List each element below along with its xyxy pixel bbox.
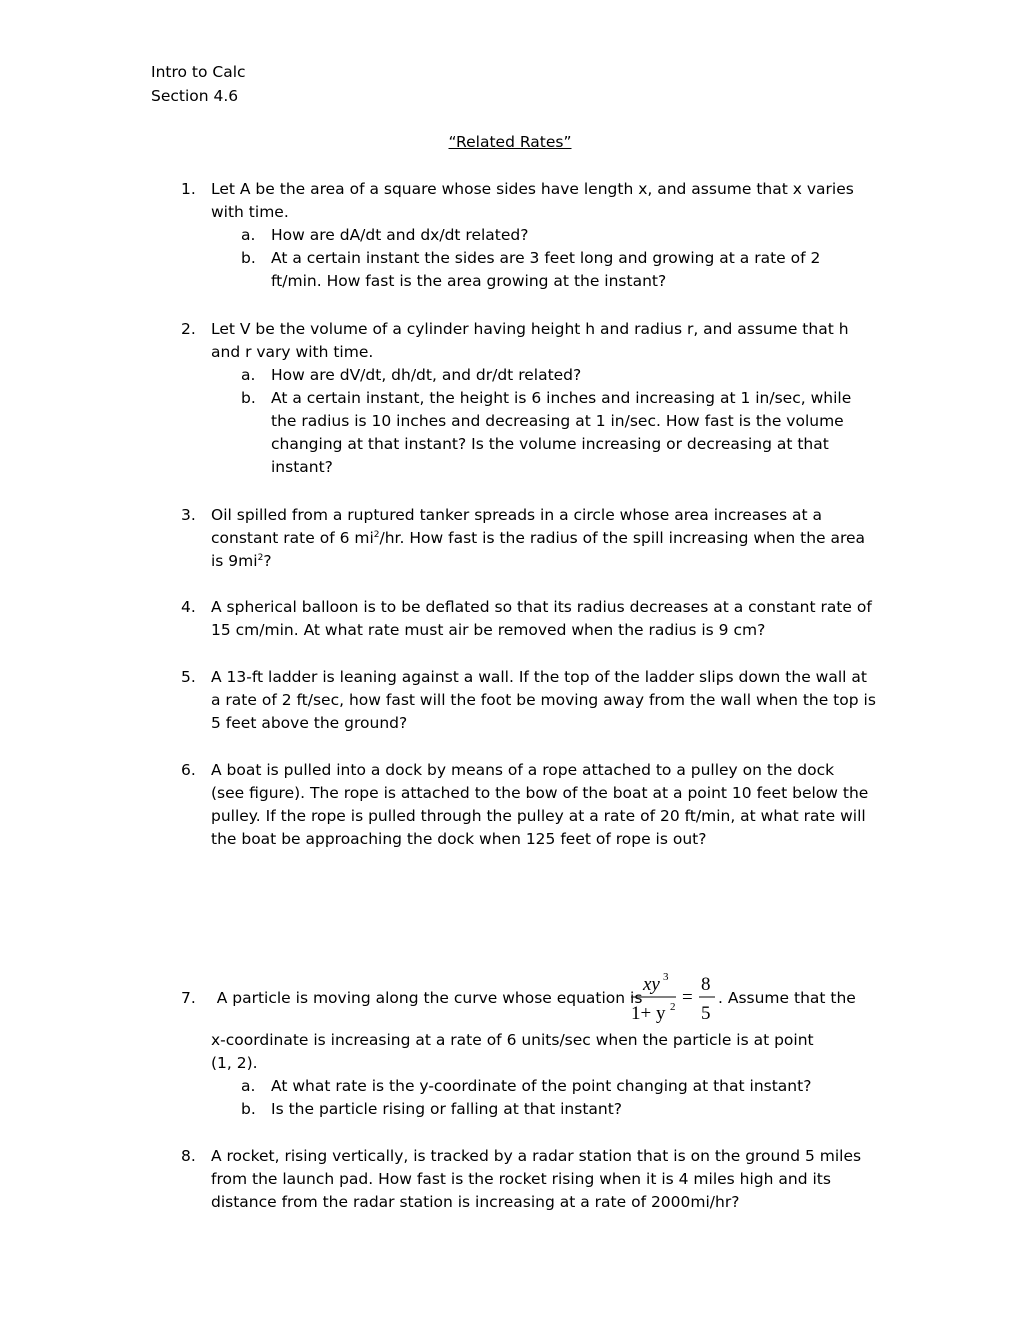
subquestion-label: b.	[241, 389, 256, 407]
course-name: Intro to Calc	[151, 63, 246, 81]
subquestion-b	[241, 247, 841, 293]
subquestion-text: Is the particle rising or falling at that instant?	[271, 1100, 623, 1118]
curve-equation	[629, 970, 719, 1030]
title-text: “Related Rates”	[448, 133, 572, 151]
subquestion-label: b.	[241, 249, 256, 267]
question-2	[181, 318, 881, 479]
subquestion-label: b.	[241, 1100, 256, 1118]
question-number: 2.	[181, 320, 196, 338]
question-5	[181, 666, 881, 735]
subquestion-text: How are dA/dt and dx/dt related?	[271, 226, 529, 244]
eq-rhs-denominator: 5	[701, 1003, 711, 1024]
section-number: Section 4.6	[151, 86, 239, 105]
question-lead-text: A particle is moving along the curve whose equation is	[216, 989, 643, 1007]
eq-numerator-exponent: 3	[663, 971, 669, 983]
question-7-lead	[181, 987, 642, 1010]
question-text: A boat is pulled into a dock by means of a rope attached to a pulley on the dock (see figure). The rope is attached to the bow of the boat at a point 10 feet below the pulley. If the rope is pulled through the pulley at a rate of 20 ft/min, at what rate will the boat be approaching the dock when 125 feet of rope is out?	[211, 761, 869, 848]
question-text: A spherical balloon is to be deflated so that its radius decreases at a constant rate of 15 cm/min. At what rate must air be removed when the radius is 9 cm?	[211, 598, 872, 639]
subquestion-text: How are dV/dt, dh/dt, and dr/dt related?	[271, 366, 582, 384]
subquestion-label: a.	[241, 226, 256, 244]
question-8	[181, 1145, 881, 1214]
question-number: 3.	[181, 506, 196, 524]
equation-graphic	[629, 970, 719, 1030]
question-7-after-equation: . Assume that the	[718, 989, 856, 1007]
question-number: 8.	[181, 1147, 196, 1165]
subquestion-label: a.	[241, 366, 256, 384]
question-3	[181, 504, 881, 573]
subquestion-a	[241, 364, 881, 387]
page-title	[0, 131, 1020, 154]
question-text: A 13-ft ladder is leaning against a wall. If the top of the ladder slips down the wall at a rate of 2 ft/sec, how fast will the foot be moving away from the wall when the top is 5 feet above the ground?	[211, 668, 876, 732]
subquestion-b	[241, 1098, 861, 1121]
question-text: A rocket, rising vertically, is tracked by a radar station that is on the ground 5 miles from the launch pad. How fast is the rocket rising when it is 4 miles high and its distance from the radar station is increasing at a rate of 2000mi/hr?	[211, 1147, 862, 1211]
eq-rhs-numerator: 8	[701, 974, 711, 995]
question-text: Let V be the volume of a cylinder having height h and radius r, and assume that h and r vary with time.	[211, 320, 849, 361]
subquestion-text: At a certain instant the sides are 3 feet long and growing at a rate of 2 ft/min. How fast is the area growing at the instant?	[271, 249, 821, 290]
subquestion-label: a.	[241, 1077, 256, 1095]
question-number: 4.	[181, 598, 196, 616]
subquestion-text: At a certain instant, the height is 6 inches and increasing at 1 in/sec, while the radius is 10 inches and decreasing at 1 in/sec. How fast is the volume changing at that instant? Is the volume increasing or decreasing at that instant?	[271, 389, 852, 476]
question-6	[181, 759, 871, 851]
subquestion-a	[241, 224, 881, 247]
eq-numerator: xy	[643, 974, 660, 995]
question-number: 7.	[181, 989, 196, 1007]
question-7	[181, 1029, 861, 1121]
subquestion-text: At what rate is the y-coordinate of the point changing at that instant?	[271, 1077, 812, 1095]
question-number: 6.	[181, 761, 196, 779]
question-1	[181, 178, 881, 293]
question-number: 1.	[181, 180, 196, 198]
subquestion-b	[241, 387, 861, 479]
eq-denominator: 1+ y	[631, 1003, 666, 1024]
header	[151, 61, 246, 108]
question-text: x-coordinate is increasing at a rate of 6 units/sec when the particle is at point (1, 2).	[211, 1031, 814, 1072]
question-4	[181, 596, 881, 642]
eq-denominator-exponent: 2	[670, 1001, 676, 1013]
question-text: Oil spilled from a ruptured tanker spreads in a circle whose area increases at a constant rate of 6 $mi^2/hr$. How fast is the radius of the spill increasing when the area is $9mi^2$?	[211, 506, 866, 570]
question-text: Let A be the area of a square whose sides have length x, and assume that x varies with time.	[211, 180, 854, 221]
question-number: 5.	[181, 668, 196, 686]
subquestion-a	[241, 1075, 861, 1098]
eq-equals: =	[682, 987, 693, 1008]
